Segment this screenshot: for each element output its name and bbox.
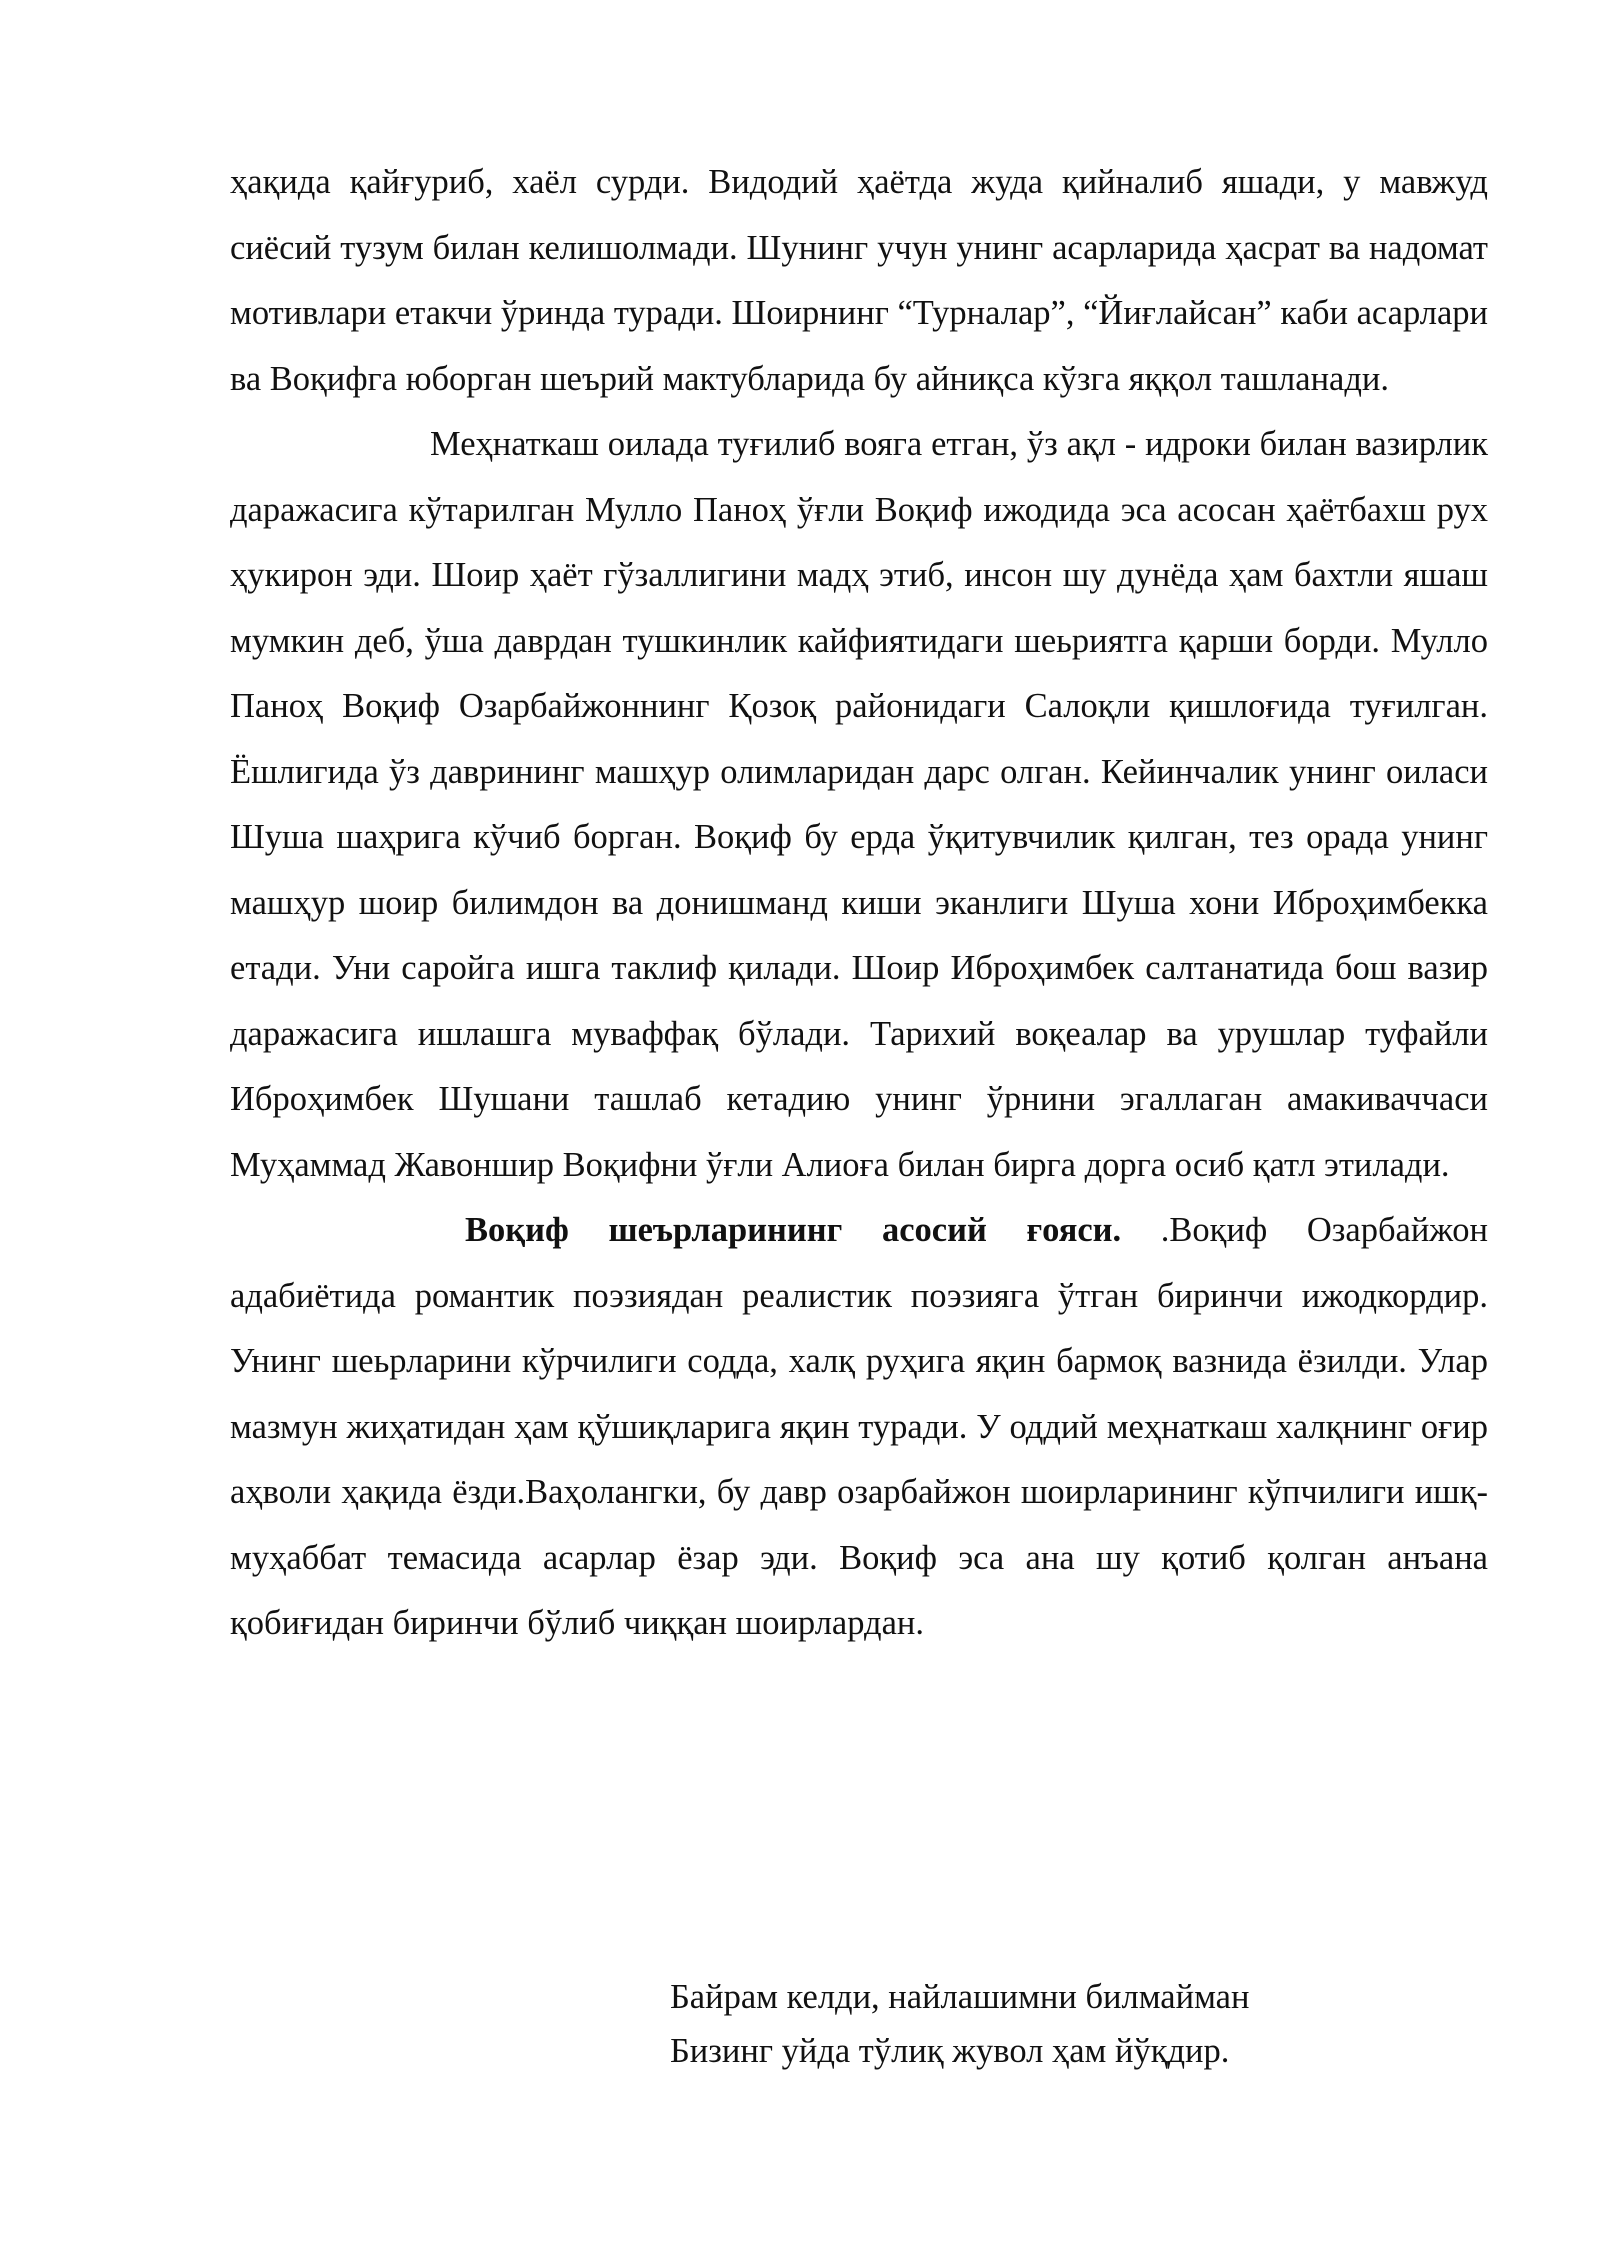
document-body: [230, 150, 1488, 1657]
poem-excerpt: [670, 1970, 1249, 2078]
paragraph-3: [230, 1198, 1488, 1657]
poem-line-1: Байрам келди, найлашимни билмайман: [670, 1978, 1250, 2016]
paragraph-2: Меҳнаткаш оилада туғилиб вояга етган, ўз ақл - идроки билан вазирлик даражасига кўтарилган Мулло Паноҳ ўғли Воқиф ижодида эса асосан ҳаётбахш рух ҳукирон эди. Шоир ҳаёт гўзаллигини мадҳ этиб, инсон шу дунёда ҳам бахтли яшаш мумкин деб, ўша даврдан тушкинлик кайфиятидаги шеьриятга қарши борди. Мулло Паноҳ Воқиф Озарбайжоннинг Қозоқ районидаги Салоқли қишлоғида туғилган. Ёшлигида ўз даврининг машҳур олимларидан дарс олган. Кейинчалик унинг оиласи Шуша шаҳрига кўчиб борган. Воқиф бу ерда ўқитувчилик қилган, тез орада унинг машҳур шоир билимдон ва донишманд киши эканлиги Шуша хони Иброҳимбекка етади. Уни саройга ишга таклиф қилади. Шоир Иброҳимбек салтанатида бош вазир даражасига ишлашга муваффақ бўлади. Тарихий воқеалар ва урушлар туфайли Иброҳимбек Шушани ташлаб кетадию унинг ўрнини эгаллаган амакиваччаси Муҳаммад Жавоншир Воқифни ўғли Алиоға билан бирга дорга осиб қатл этилади.: [230, 425, 1488, 1184]
paragraph-1: ҳақида қайғуриб, хаёл сурди. Видодий ҳаётда жуда қийналиб яшади, у мавжуд сиёсий тузум билан келишолмади. Шунинг учун унинг асарларида ҳасрат ва надомат мотивлари етакчи ўринда туради. Шоирнинг “Турналар”, “Йиғлайсан” каби асарлари ва Воқифга юборган шеърий мактубларида бу айниқса кўзга яққол ташланади.: [230, 163, 1488, 398]
paragraph-3-text: .Воқиф Озарбайжон адабиётида романтик поэзиядан реалистик поэзияга ўтган биринчи ижодкордир. Унинг шеьрларини кўрчилиги содда, халқ руҳига яқин бармоқ вазнида ёзилди. Улар мазмун жиҳатидан ҳам қўшиқларига яқин туради. У оддий меҳнаткаш халқнинг оғир аҳволи ҳақида ёзди.Ваҳолангки, бу давр озарбайжон шоирларининг кўпчилиги ишқ-муҳаббат темасида асарлар ёзар эди. Воқиф эса ана шу қотиб қолган анъана қобиғидан биринчи бўлиб чиққан шоирлардан.: [230, 1211, 1488, 1642]
section-heading: Воқиф шеърларининг асосий ғояси.: [465, 1211, 1122, 1249]
poem-line-2: Бизинг уйда тўлиқ жувол ҳам йўқдир.: [670, 2032, 1230, 2070]
